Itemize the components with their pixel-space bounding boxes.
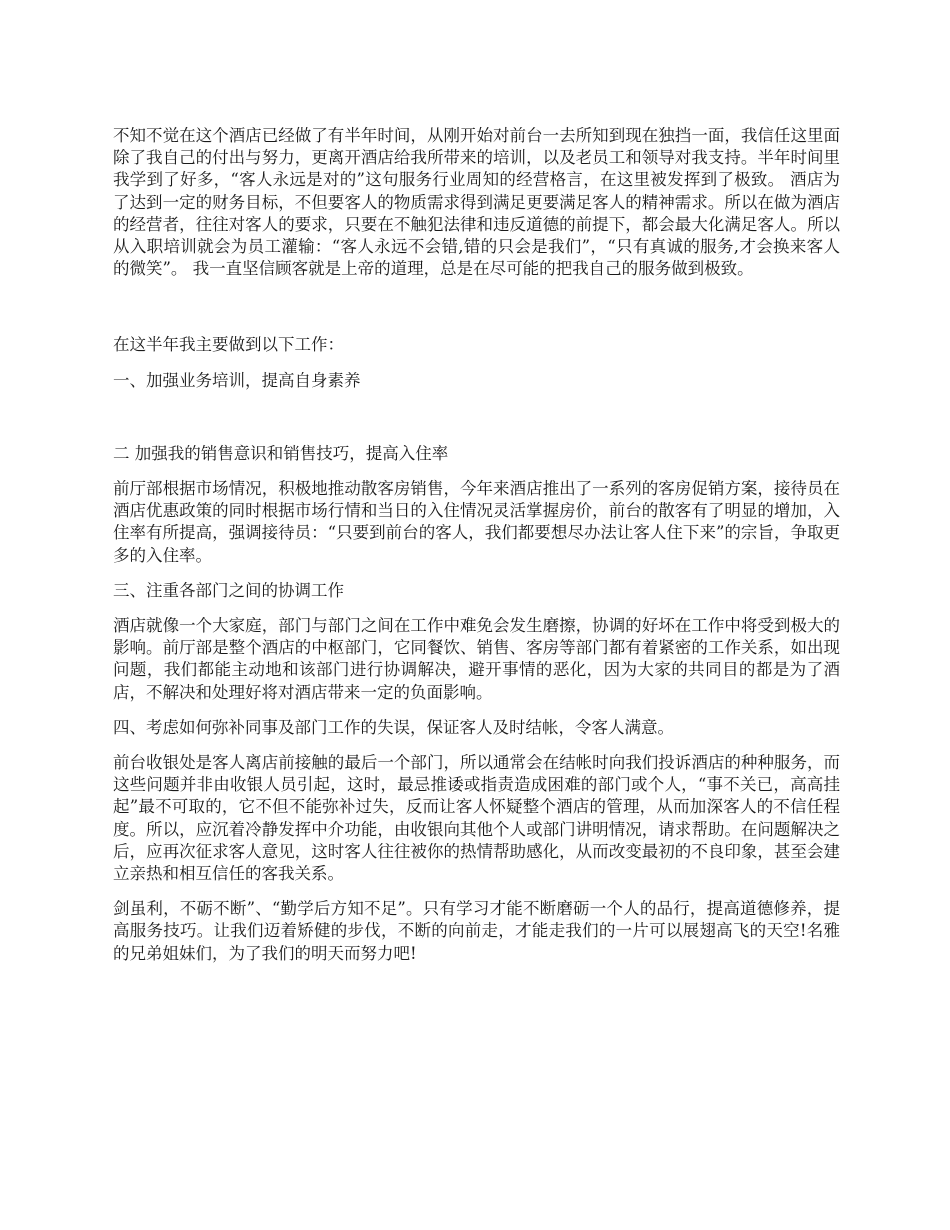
section-three-paragraph: 酒店就像一个大家庭，部门与部门之间在工作中难免会发生磨擦，协调的好坏在工作中将受到极大的影响。前厅部是整个酒店的中枢部门，它同餐饮、销售、客房等部门都有着紧密的工作关系，如出现问题，我们都能主动地和该部门进行协调解决，避开事情的恶化，因为大家的共同目的都是为了酒店，不解决和处理好将对酒店带来一定的负面影响。 bbox=[113, 616, 840, 702]
section-two-paragraph: 前厅部根据市场情况，积极地推动散客房销售，今年来酒店推出了一系列的客房促销方案，接待员在酒店优惠政策的同时根据市场行情和当日的入住情况灵活掌握房价，前台的散客有了明显的增加，入住率有所提高，强调接待员：“只要到前台的客人，我们都要想尽办法让客人住下来”的宗旨，争取更多的入住率。 bbox=[113, 479, 840, 565]
document-body bbox=[113, 125, 840, 965]
section-two-heading: 二 加强我的销售意识和销售技巧，提高入住率 bbox=[113, 443, 449, 463]
section-four-heading: 四、考虑如何弥补同事及部门工作的失误，保证客人及时结帐，令客人满意。 bbox=[113, 717, 674, 737]
section-four-paragraph: 前台收银处是客人离店前接触的最后一个部门，所以通常会在结帐时向我们投诉酒店的种种服务，而这些问题并非由收银人员引起，这时，最忌推诿或指责造成困难的部门或个人，“事不关已，高高挂起”最不可取的，它不但不能弥补过失，反而让客人怀疑整个酒店的管理，从而加深客人的不信任程度。所以，应沉着冷静发挥中介功能，由收银向其他个人或部门讲明情况，请求帮助。在问题解决之后，应再次征求客人意见，这时客人往往被你的热情帮助感化，从而改变最初的不良印象，甚至会建立亲热和相互信任的客我关系。 bbox=[113, 753, 840, 884]
section-one-heading: 一、加强业务培训，提高自身素养 bbox=[113, 370, 361, 390]
section-three-heading: 三、注重各部门之间的协调工作 bbox=[113, 580, 344, 600]
closing-paragraph: 剑虽利，不砺不断”、“勤学后方知不足”。只有学习才能不断磨砺一个人的品行，提高道德修养，提高服务技巧。让我们迈着矫健的步伐，不断的向前走，才能走我们的一片可以展翅高飞的天空!名雅的兄弟姐妹们，为了我们的明天而努力吧! bbox=[113, 899, 840, 963]
intro-paragraph: 不知不觉在这个酒店已经做了有半年时间，从刚开始对前台一去所知到现在独挡一面，我信任这里面除了我自己的付出与努力，更离开酒店给我所带来的培训，以及老员工和领导对我支持。半年时间里我学到了好多，“客人永远是对的”这句服务行业周知的经营格言，在这里被发挥到了极致。 酒店为了达到一定的财务目标，不但要客人的物质需求得到满足更要满足客人的精神需求。所以在做为酒店的经营者，往往对客人的要求，只要在不触犯法律和违反道德的前提下，都会最大化满足客人。所以从入职培训就会为员工灌输：“客人永远不会错,错的只会是我们”，“只有真诚的服务,才会换来客人的微笑”。 我一直坚信顾客就是上帝的道理，总是在尽可能的把我自己的服务做到极致。 bbox=[113, 126, 840, 279]
work-summary-heading: 在这半年我主要做到以下工作： bbox=[113, 335, 344, 355]
